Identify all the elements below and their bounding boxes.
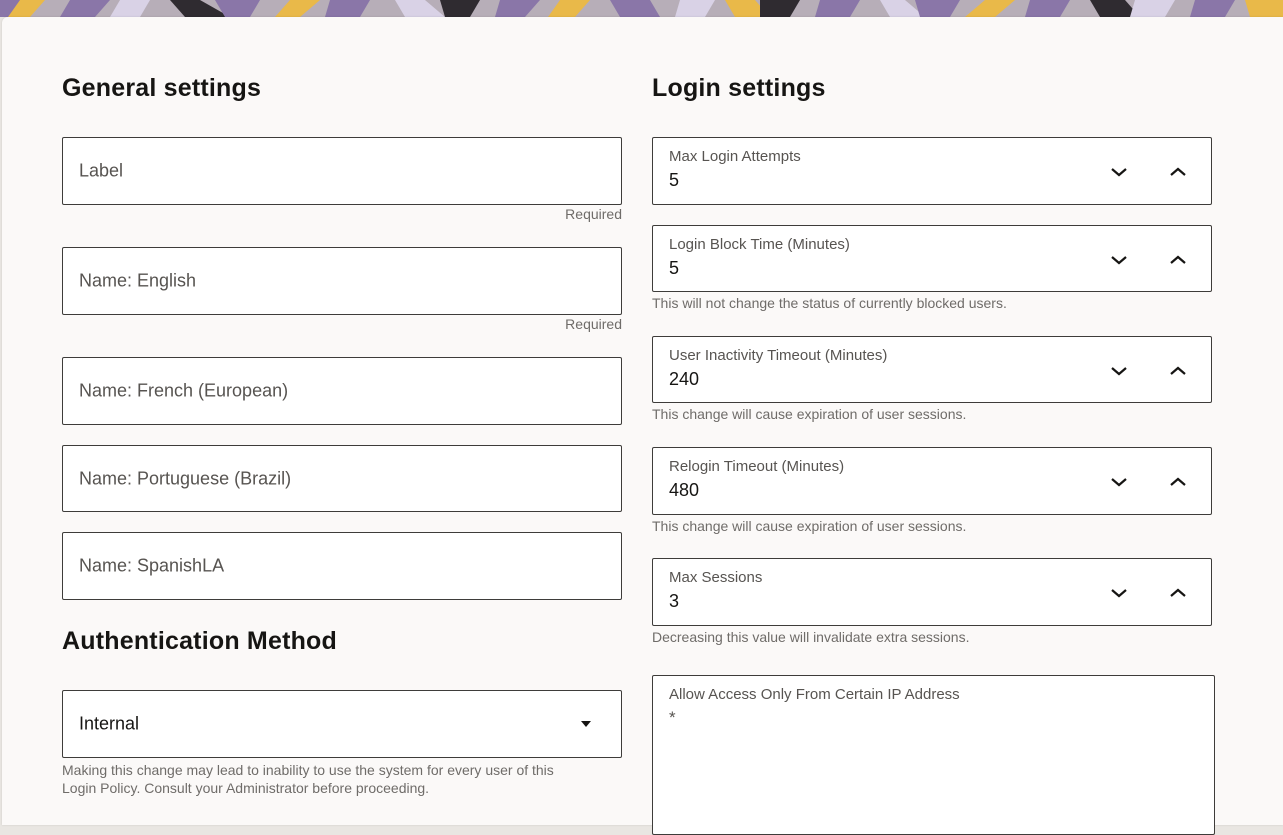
allowed-ip-label: Allow Access Only From Certain IP Address: [669, 686, 960, 703]
name-french-placeholder: Name: French (European): [79, 380, 289, 401]
chevron-up-icon: [1167, 250, 1189, 270]
chevron-down-icon: [1108, 250, 1130, 270]
user-inactivity-timeout-value[interactable]: 240: [669, 369, 700, 389]
authentication-method-title: Authentication Method: [62, 627, 338, 655]
user-inactivity-timeout-field[interactable]: [652, 336, 1212, 403]
login-block-time-value[interactable]: 5: [669, 258, 680, 278]
max-sessions-field[interactable]: [652, 558, 1212, 626]
name-french-field[interactable]: [62, 357, 622, 425]
chevron-up-icon: [1167, 361, 1189, 381]
name-portuguese-field[interactable]: [62, 445, 622, 512]
chevron-down-icon: [1108, 472, 1130, 492]
max-login-attempts-increment[interactable]: [1167, 162, 1189, 182]
relogin-timeout-value[interactable]: 480: [669, 480, 700, 500]
name-spanishla-placeholder: Name: SpanishLA: [79, 555, 225, 576]
name-portuguese-placeholder: Name: Portuguese (Brazil): [79, 468, 292, 488]
caret-down-icon: [581, 721, 591, 727]
user-inactivity-timeout-increment[interactable]: [1167, 361, 1189, 381]
label-field[interactable]: [62, 137, 622, 205]
login-settings-title: Login settings: [652, 74, 826, 102]
max-sessions-increment[interactable]: [1167, 583, 1189, 603]
name-english-required-helper: Required: [565, 316, 622, 332]
max-sessions-value[interactable]: 3: [669, 591, 680, 611]
name-english-field[interactable]: [62, 247, 622, 315]
name-spanishla-field[interactable]: [62, 532, 622, 600]
relogin-timeout-decrement[interactable]: [1108, 472, 1130, 492]
authentication-method-select[interactable]: [62, 690, 622, 758]
authentication-helper-line-2: Login Policy. Consult your Administrator before proceeding.: [62, 780, 430, 796]
user-inactivity-timeout-label: User Inactivity Timeout (Minutes): [669, 347, 888, 364]
chevron-down-icon: [1108, 361, 1130, 381]
user-inactivity-timeout-decrement[interactable]: [1108, 361, 1130, 381]
authentication-method-value: Internal: [79, 713, 140, 734]
allowed-ip-value[interactable]: *: [669, 708, 676, 727]
allowed-ip-textarea[interactable]: [652, 675, 1215, 835]
relogin-timeout-label: Relogin Timeout (Minutes): [669, 458, 845, 475]
chevron-down-icon: [1108, 162, 1130, 182]
max-sessions-helper: Decreasing this value will invalidate extra sessions.: [652, 629, 970, 645]
login-block-time-increment[interactable]: [1167, 250, 1189, 270]
max-login-attempts-value[interactable]: 5: [669, 170, 680, 190]
login-block-time-decrement[interactable]: [1108, 250, 1130, 270]
name-english-placeholder: Name: English: [79, 270, 197, 291]
max-sessions-decrement[interactable]: [1108, 583, 1130, 603]
chevron-down-icon: [1108, 583, 1130, 603]
chevron-up-icon: [1167, 162, 1189, 182]
relogin-timeout-helper: This change will cause expiration of user sessions.: [652, 518, 967, 534]
login-block-time-label: Login Block Time (Minutes): [669, 236, 850, 253]
user-inactivity-timeout-helper: This change will cause expiration of user sessions.: [652, 406, 967, 422]
general-settings-title: General settings: [62, 74, 262, 102]
label-field-placeholder: Label: [79, 160, 124, 181]
settings-panel: [2, 17, 1283, 825]
max-login-attempts-field[interactable]: [652, 137, 1212, 205]
label-required-helper: Required: [565, 206, 622, 222]
max-login-attempts-decrement[interactable]: [1108, 162, 1130, 182]
decorative-banner: [0, 0, 1283, 17]
max-login-attempts-label: Max Login Attempts: [669, 148, 801, 165]
authentication-helper-line-1: Making this change may lead to inability to use the system for every user of this: [62, 762, 554, 778]
chevron-up-icon: [1167, 583, 1189, 603]
chevron-up-icon: [1167, 472, 1189, 492]
relogin-timeout-field[interactable]: [652, 447, 1212, 515]
login-block-time-field[interactable]: [652, 225, 1212, 292]
authentication-method-helper: [62, 761, 622, 797]
max-sessions-label: Max Sessions: [669, 569, 763, 586]
relogin-timeout-increment[interactable]: [1167, 472, 1189, 492]
login-block-time-helper: This will not change the status of currently blocked users.: [652, 295, 1007, 311]
